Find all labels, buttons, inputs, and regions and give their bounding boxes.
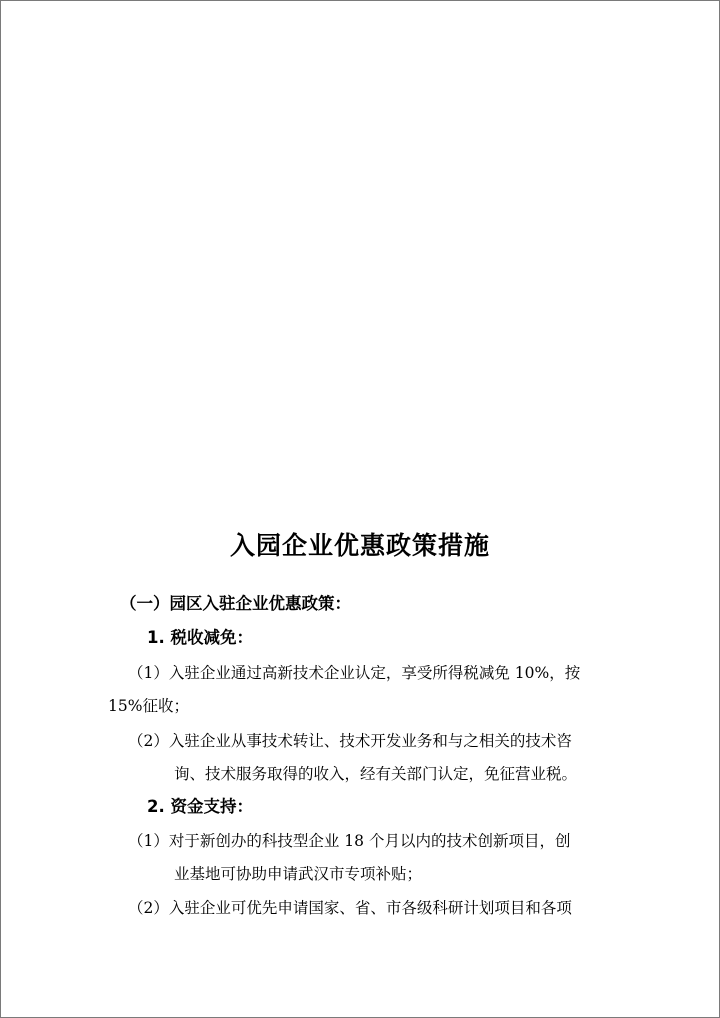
funding-item1-line2: 业基地可协助申请武汉市专项补贴；	[174, 865, 423, 883]
tax-item1-line1: （1）入驻企业通过高新技术企业认定，享受所得税减免 10%，按	[128, 664, 581, 682]
tax-item1-line2: 15%征收；	[108, 697, 189, 715]
tax-item2-line1: （2）入驻企业从事技术转让、技术开发业务和与之相关的技术咨	[128, 732, 572, 750]
subsection-heading-funding: 2. 资金支持：	[147, 797, 253, 816]
tax-item2-line2: 询、技术服务取得的收入，经有关部门认定，免征营业税。	[174, 765, 578, 783]
funding-item1-line1: （1）对于新创办的科技型企业 18 个月以内的技术创新项目，创	[128, 832, 571, 850]
funding-item2-line1: （2）入驻企业可优先申请国家、省、市各级科研计划项目和各项	[128, 899, 572, 917]
subsection-heading-tax: 1. 税收减免：	[147, 628, 253, 647]
document-title: 入园企业优惠政策措施	[229, 531, 490, 560]
section-heading: （一）园区入驻企业优惠政策：	[120, 594, 351, 613]
